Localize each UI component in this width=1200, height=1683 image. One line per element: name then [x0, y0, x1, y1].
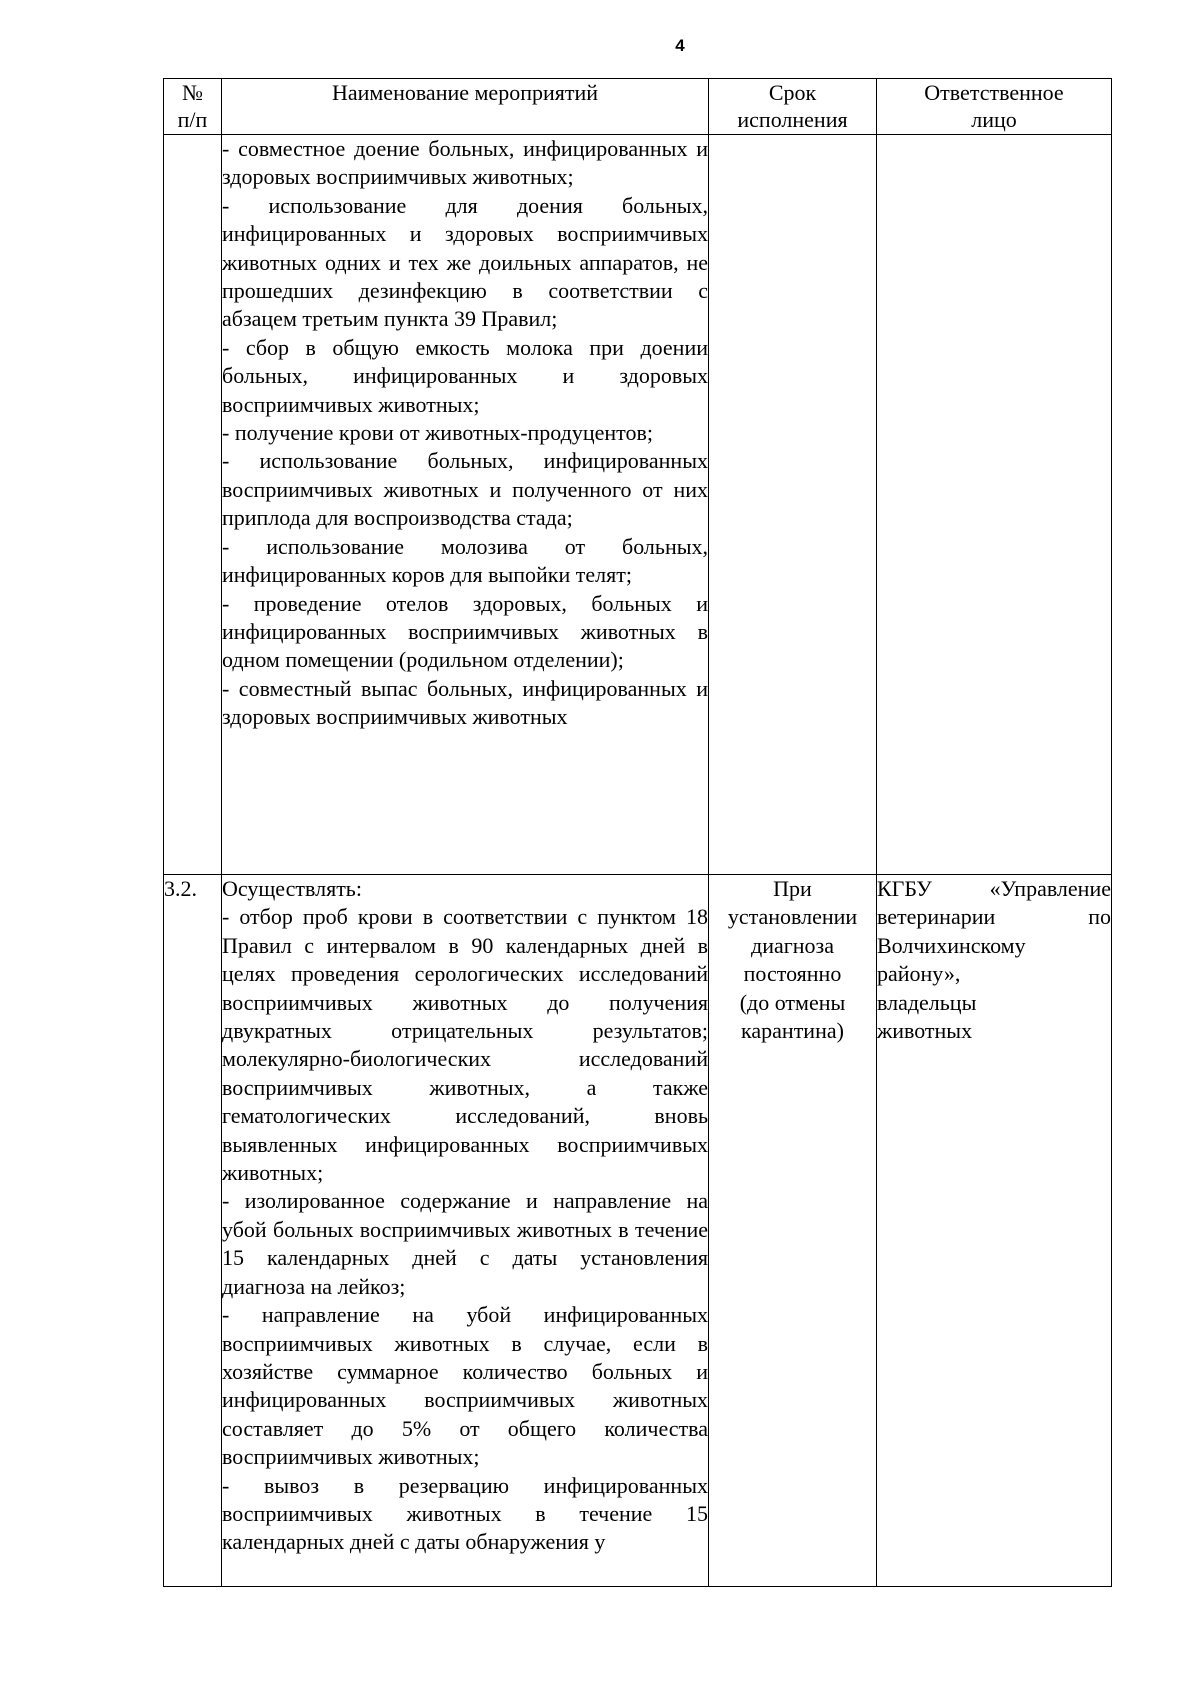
header-num-line1: № [182, 80, 203, 105]
header-num-line2: п/п [177, 107, 208, 132]
table-row [164, 875, 1112, 1587]
header-deadline [709, 79, 877, 135]
measure-item: - использование больных, инфицированных восприимчивых животных и полученного от них приплода для воспроизводства стада; [222, 448, 708, 531]
header-num [164, 79, 222, 135]
responsible-line: животных [877, 1018, 973, 1044]
table-header-row [164, 79, 1112, 135]
row-measures [222, 875, 709, 1587]
deadline-line: установлении [727, 904, 858, 930]
deadline-line: При [773, 876, 812, 901]
page-number: 4 [675, 36, 685, 55]
header-deadline-line1: Срок [768, 80, 817, 105]
measure-item: - сбор в общую емкость молока при доении больных, инфицированных и здоровых восприимчивых животных; [222, 334, 708, 417]
measure-item: - отбор проб крови в соответствии с пунктом 18 Правил с интервалом в 90 календарных дней в целях проведения серологических исследований восприимчивых животных до получения двукратных отрицательных результатов; молекулярно-биологических исследований восприимчивых животных, а также гематологических исследований, вновь выявленных инфицированных восприимчивых животных; [222, 904, 708, 1186]
measure-item: - вывоз в резервацию инфицированных восприимчивых животных в течение 15 календарных дней с даты обнаружения у [222, 1472, 708, 1555]
responsible-line: КГБУ «Управление ветеринарии по [877, 876, 1111, 930]
deadline-line: карантина) [741, 1018, 844, 1044]
header-deadline-line2: исполнения [737, 107, 848, 132]
row-measures [222, 135, 709, 875]
header-name: Наименование мероприятий [222, 79, 709, 135]
measure-item: - использование молозива от больных, инфицированных коров для выпойки телят; [222, 533, 708, 588]
row-number: 3.2. [164, 875, 222, 1587]
measure-item: Осуществлять: [222, 876, 362, 901]
measure-item: - направление на убой инфицированных восприимчивых животных в случае, если в хозяйстве суммарное количество больных и инфицированных восприимчивых животных составляет до 5% от общего количества восприимчивых животных; [222, 1302, 708, 1470]
measure-item: - получение крови от животных-продуцентов; [222, 420, 653, 446]
measure-item: - изолированное содержание и направление на убой больных восприимчивых животных в течение 15 календарных дней с даты установления диагноза на лейкоз; [222, 1188, 708, 1299]
measure-item: - использование для доения больных, инфицированных и здоровых восприимчивых животных одних и тех же доильных аппаратов, не прошедших дезинфекцию в соответствии с абзацем третьим пункта 39 Правил; [222, 192, 708, 332]
header-responsible-line2: лицо [971, 107, 1017, 132]
row-deadline [709, 875, 877, 1587]
responsible-line: Волчихинскому району», [877, 932, 1026, 987]
row-deadline [709, 135, 877, 875]
row-responsible [877, 875, 1112, 1587]
measure-item: - совместный выпас больных, инфицированных и здоровых восприимчивых животных [222, 675, 708, 730]
deadline-line: диагноза [751, 932, 834, 958]
deadline-line: постоянно [743, 961, 842, 987]
table-row [164, 135, 1112, 875]
header-responsible [877, 79, 1112, 135]
responsible-line: владельцы [877, 989, 977, 1015]
measure-item: - проведение отелов здоровых, больных и инфицированных восприимчивых животных в одном помещении (родильном отделении); [222, 590, 708, 673]
measures-table [163, 78, 1112, 1587]
measure-item: - совместное доение больных, инфицированных и здоровых восприимчивых животных; [222, 136, 708, 190]
row-responsible [877, 135, 1112, 875]
header-responsible-line1: Ответственное [924, 80, 1064, 105]
deadline-line: (до отмены [739, 989, 846, 1015]
row-number [164, 135, 222, 875]
